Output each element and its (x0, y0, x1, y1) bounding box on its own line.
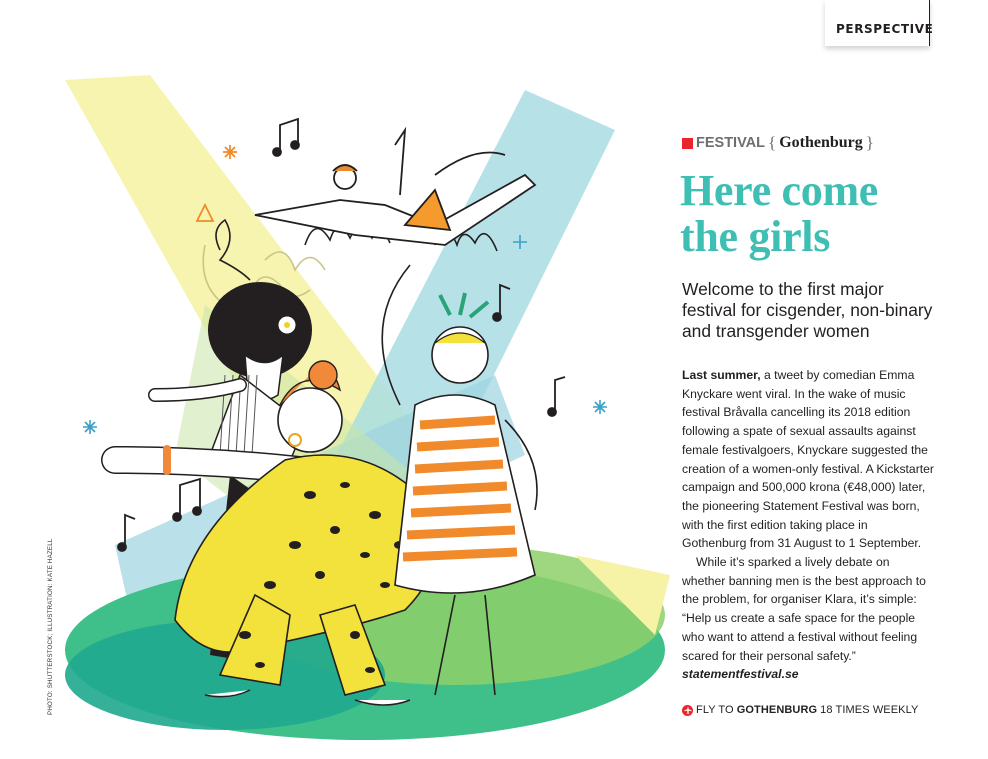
body-copy (682, 366, 934, 684)
plane-icon (682, 705, 693, 716)
section-label: PERSPECTIVE (836, 22, 934, 36)
kicker-close-brace: } (865, 133, 874, 152)
section-tab (825, 0, 934, 46)
body-paragraph-1 (682, 366, 934, 553)
lead-in: Last summer, (682, 368, 761, 382)
body-paragraph-2-text: While it’s sparked a lively debate on whether banning men is the best approach to the problem, for organiser Klara, it’s simple: “Help us create a safe space for the people who want to attend a festival without feeling scared for their personal safety.” (682, 555, 926, 663)
standfirst: Welcome to the first major festival for cisgender, non-binary and transgender women (682, 279, 933, 341)
kicker-place: Gothenburg (779, 134, 863, 151)
kicker-open-brace: { (768, 133, 777, 152)
headline-line-1: Here come (680, 166, 879, 215)
fly-to-destination: GOTHENBURG (736, 704, 818, 716)
headline (680, 168, 970, 260)
body-paragraph-2 (682, 553, 934, 684)
festival-website-link[interactable]: statementfestival.se (682, 667, 799, 682)
body-paragraph-1-text: a tweet by comedian Emma Knyckare went viral. In the wake of music festival Bråvalla cancelling its 2018 edition following a spate of sexual assaults against female festivalgoers, Knyckare suggested the creation of a women-only festival. A Kickstarter campaign and 500,000 krona (€48,000) later, the pioneering Statement Festival was born, with the first edition taking place in Gothenburg from 31 August to 1 September. (682, 368, 934, 551)
fly-to-strip (682, 704, 918, 716)
fly-to-prefix: FLY TO (696, 704, 734, 716)
festival-illustration (55, 75, 670, 740)
kicker-category: FESTIVAL (696, 135, 766, 151)
headline-line-2: the girls (680, 212, 831, 261)
fly-to-frequency: 18 TIMES WEEKLY (820, 704, 919, 716)
photo-credit: PHOTO: SHUTTERSTOCK; ILLUSTRATION: KATE HAZELL (47, 538, 54, 715)
kicker (682, 133, 877, 153)
kicker-square-icon (682, 138, 693, 149)
